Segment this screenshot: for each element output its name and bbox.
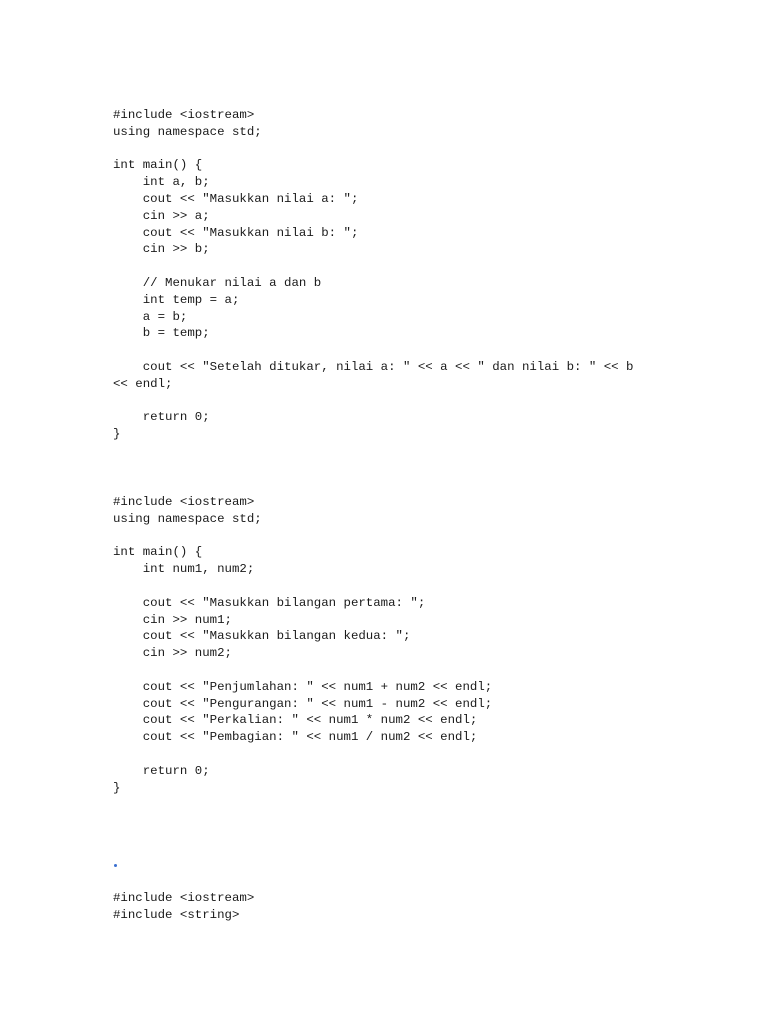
code-line xyxy=(113,578,492,595)
code-line: #include <iostream> xyxy=(113,891,255,905)
code-line xyxy=(113,746,492,763)
code-line xyxy=(113,528,492,545)
code-line: cout << "Pembagian: " << num1 / num2 << endl; xyxy=(113,730,478,745)
code-block-swap xyxy=(113,107,634,443)
code-line: cout << "Pengurangan: " << num1 - num2 << endl; xyxy=(113,696,493,711)
code-line: return 0; xyxy=(113,763,210,778)
code-line: cout << "Masukkan nilai a: "; xyxy=(113,191,359,206)
code-line: cin >> a; xyxy=(113,208,210,223)
code-line: #include <iostream> xyxy=(113,495,255,509)
code-block-includes xyxy=(113,890,254,924)
code-line: cout << "Masukkan bilangan kedua: "; xyxy=(113,629,411,644)
code-line xyxy=(113,342,634,359)
code-line: cout << "Perkalian: " << num1 * num2 << endl; xyxy=(113,713,478,728)
code-line: cin >> num2; xyxy=(113,646,232,661)
code-line: int main() { xyxy=(113,158,203,173)
code-line: int temp = a; xyxy=(113,292,240,307)
bullet-marker xyxy=(114,864,117,867)
code-line: return 0; xyxy=(113,410,210,425)
code-line: using namespace std; xyxy=(113,511,262,526)
code-line: cout << "Penjumlahan: " << num1 + num2 << endl; xyxy=(113,679,493,694)
code-line: #include <string> xyxy=(113,907,240,922)
code-line xyxy=(113,258,634,275)
code-line xyxy=(113,393,634,410)
code-line: cout << "Setelah ditukar, nilai a: " << a << " dan nilai b: " << b xyxy=(113,359,634,374)
code-line: int a, b; xyxy=(113,175,210,190)
code-line: int main() { xyxy=(113,545,203,560)
code-line: // Menukar nilai a dan b xyxy=(113,275,322,290)
code-line: << endl; xyxy=(113,376,173,391)
code-block-arithmetic xyxy=(113,494,492,796)
code-line: } xyxy=(113,427,121,442)
code-line: using namespace std; xyxy=(113,124,262,139)
code-line xyxy=(113,662,492,679)
code-line: #include <iostream> xyxy=(113,108,255,122)
code-line: cout << "Masukkan nilai b: "; xyxy=(113,225,359,240)
code-line: cout << "Masukkan bilangan pertama: "; xyxy=(113,595,426,610)
code-line xyxy=(113,141,634,158)
code-line: a = b; xyxy=(113,309,188,324)
code-line: cin >> b; xyxy=(113,242,210,257)
code-line: b = temp; xyxy=(113,326,210,341)
code-line: cin >> num1; xyxy=(113,612,232,627)
code-line: int num1, num2; xyxy=(113,562,255,577)
code-line: } xyxy=(113,780,121,795)
